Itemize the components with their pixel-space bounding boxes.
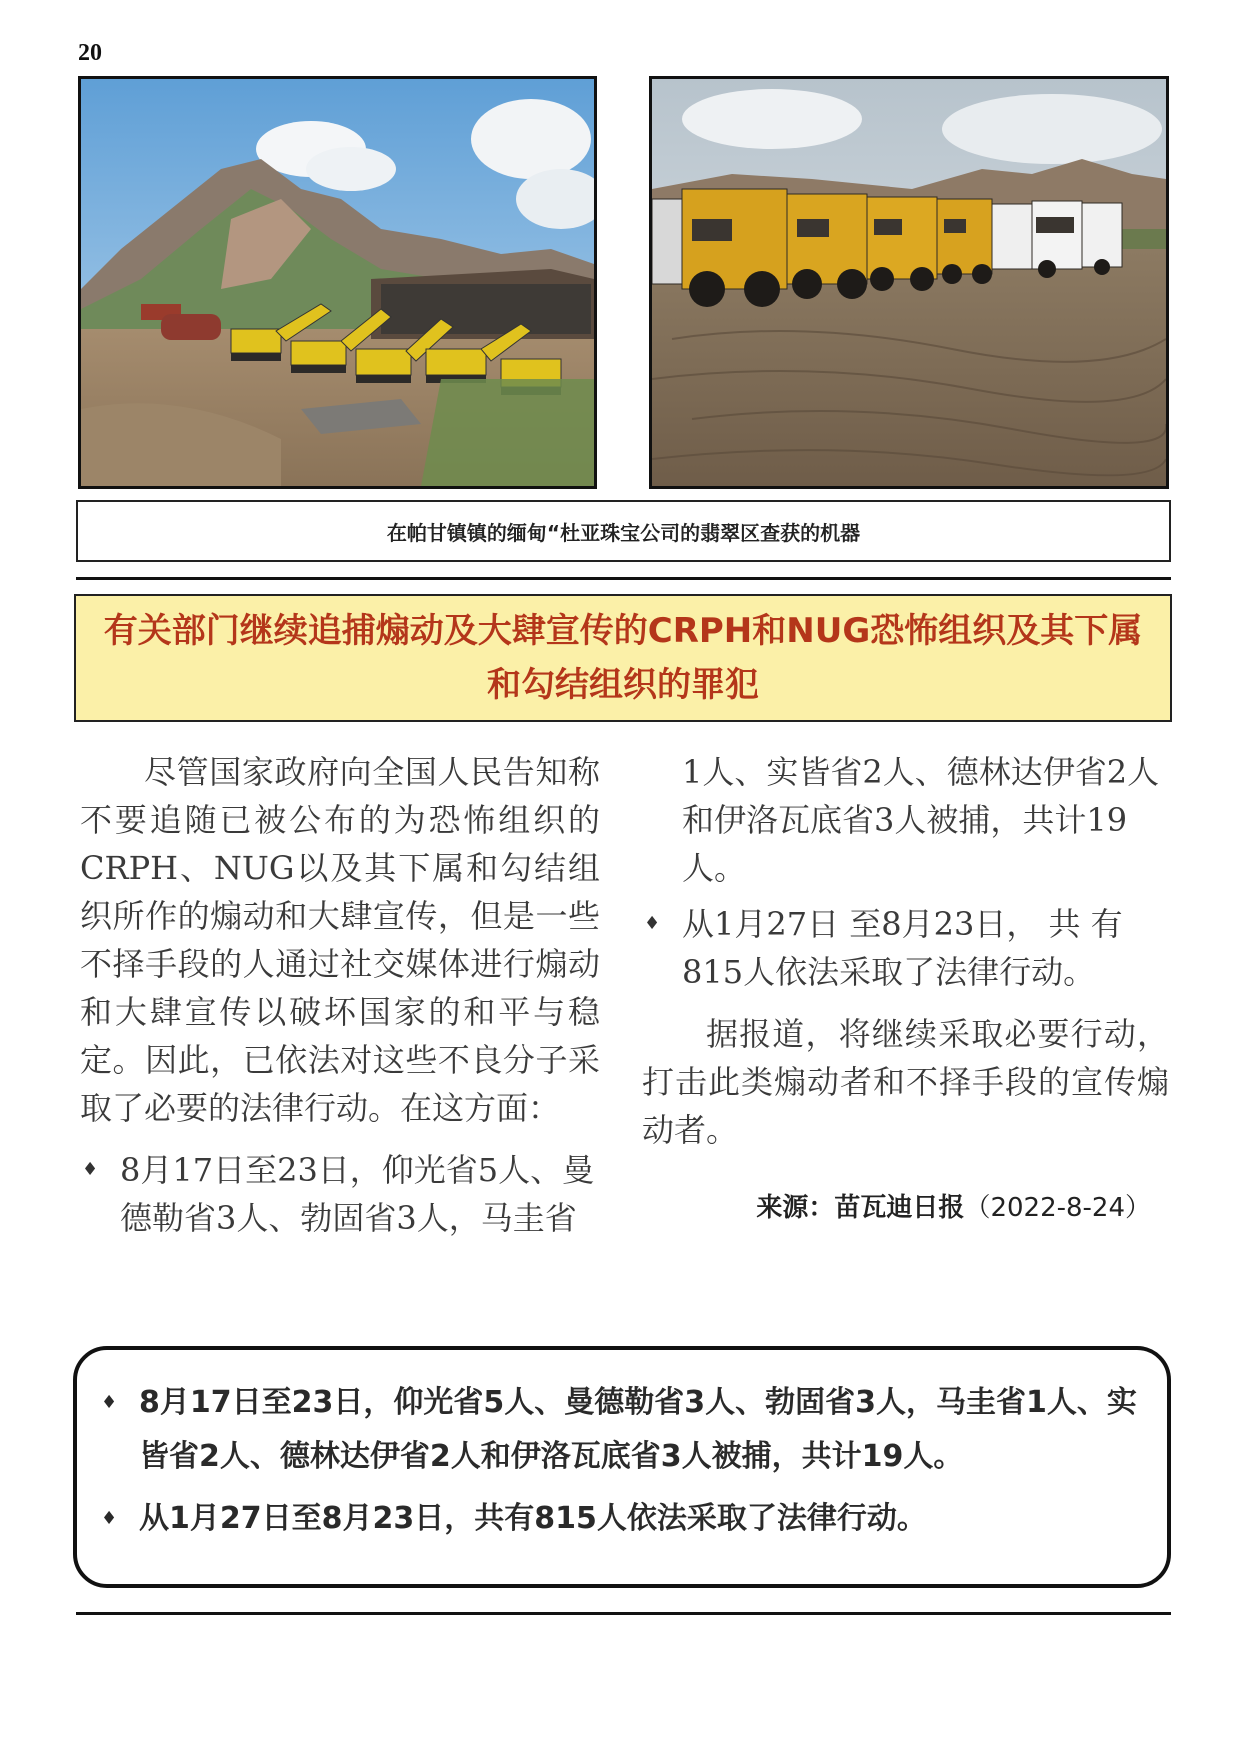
article-column-left	[80, 748, 600, 1242]
diamond-bullet-icon: ♦	[82, 1159, 99, 1180]
footer-divider-line	[76, 1612, 1171, 1615]
source-date: （2022-8-24）	[964, 1193, 1151, 1223]
headline-title: 有关部门继续追捕煽动及大肆宣传的CRPH和NUG恐怖组织及其下属和勾结组织的罪犯	[103, 611, 1143, 705]
summary-item	[101, 1376, 1143, 1484]
headline-box	[74, 594, 1172, 722]
article-closing-paragraph: 据报道，将继续采取必要行动，打击此类煽动者和不择手段的宣传煽动者。	[642, 1015, 1169, 1149]
photo-excavators	[78, 76, 597, 489]
diamond-bullet-icon: ♦	[101, 1508, 118, 1529]
summary-item-text: 8月17日至23日，仰光省5人、曼德勒省3人、勃固省3人，马圭省1人、实皆省2人、德林达伊省2人和伊洛瓦底省3人被捕，共计19人。	[139, 1385, 1137, 1474]
photo-dump-trucks	[649, 76, 1169, 489]
source-label: 来源：苗瓦迪日报	[756, 1193, 965, 1223]
article-source	[642, 1184, 1169, 1232]
bullet-item	[80, 1146, 600, 1242]
summary-item-text: 从1月27日至8月23日，共有815人依法采取了法律行动。	[139, 1501, 927, 1536]
bullet-continuation: 1人、实皆省2人、德林达伊省2人和伊洛瓦底省3人被捕，共计19人。	[682, 753, 1160, 887]
article-column-right	[642, 748, 1169, 1232]
divider-line	[76, 577, 1171, 580]
bullet-text: 从1月27日 至8月23日， 共 有815人依法采取了法律行动。	[682, 905, 1123, 991]
summary-item	[101, 1492, 1143, 1546]
summary-box	[73, 1346, 1171, 1588]
excavator-scene-illustration	[81, 79, 594, 486]
bullet-item	[642, 900, 1169, 996]
photo-caption: 在帕甘镇镇的缅甸“杜亚珠宝公司的翡翠区查获的机器	[76, 500, 1171, 562]
diamond-bullet-icon: ♦	[644, 913, 661, 934]
page-number: 20	[78, 40, 102, 66]
bullet-text: 8月17日至23日，仰光省5人、曼德勒省3人、勃固省3人，马圭省	[120, 1151, 595, 1237]
article-intro-paragraph: 尽管国家政府向全国人民告知称不要追随已被公布的为恐怖组织的CRPH、NUG以及其下属和勾结组织所作的煽动和大肆宣传，但是一些不择手段的人通过社交媒体进行煽动和大肆宣传以破坏国家的和平与稳定。因此，已依法对这些不良分子采取了必要的法律行动。在这方面：	[80, 753, 600, 1127]
diamond-bullet-icon: ♦	[101, 1392, 118, 1413]
truck-scene-illustration	[652, 79, 1166, 486]
